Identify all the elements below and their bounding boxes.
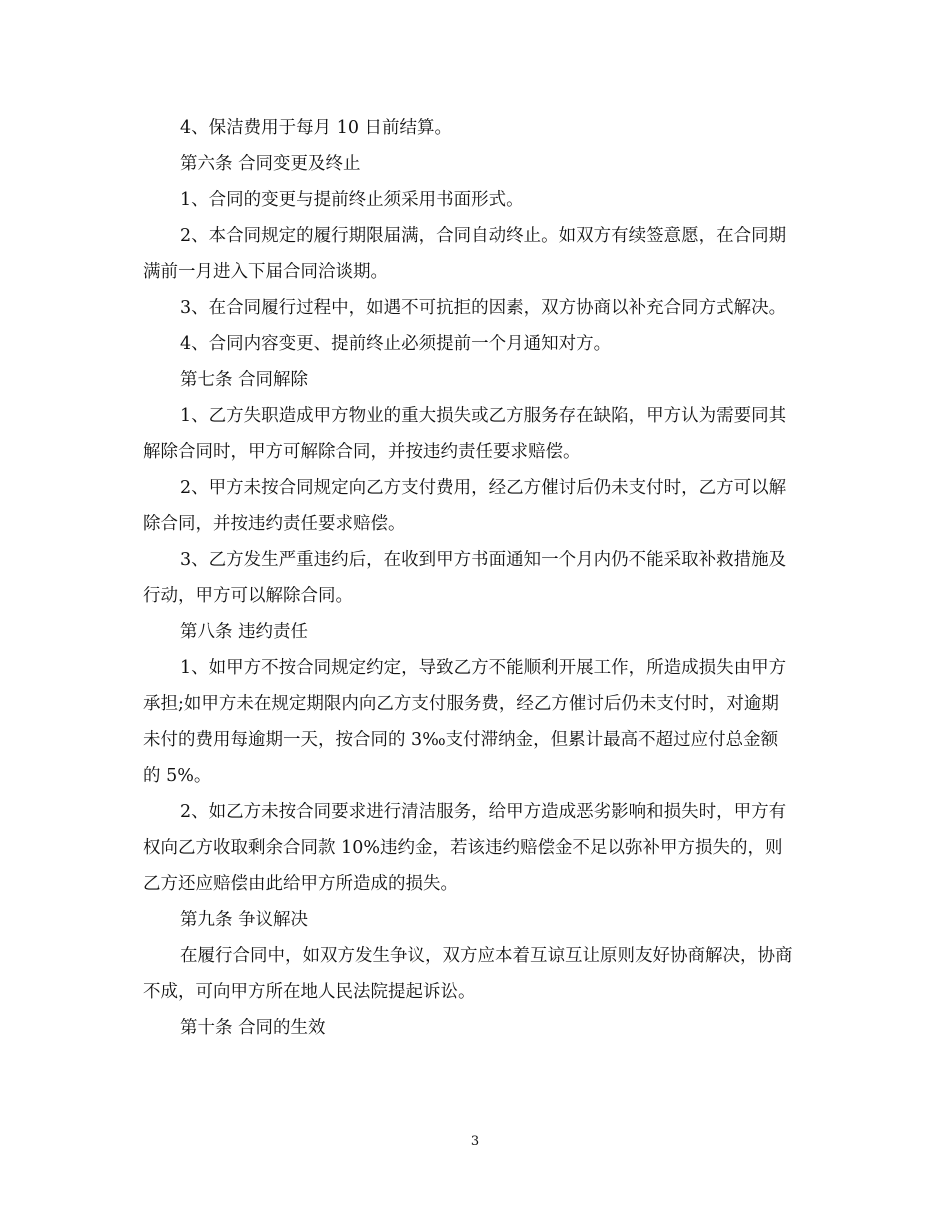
clause-9-body: 在履行合同中，如双方发生争议，双方应本着互谅互让原则友好协商解决，协商不成，可向甲方所在地人民法院提起诉讼。 <box>143 946 793 1002</box>
clause-6-item-4: 4、合同内容变更、提前终止必须提前一个月通知对方。 <box>180 334 612 354</box>
clause-6-item-2: 2、本合同规定的履行期限届满，合同自动终止。如双方有续签意愿，在合同期满前一月进入下届合同洽谈期。 <box>143 226 787 282</box>
article-9-heading: 第九条 争议解决 <box>180 910 309 930</box>
article-6-heading: 第六条 合同变更及终止 <box>180 154 361 174</box>
clause-6-item-1: 1、合同的变更与提前终止须采用书面形式。 <box>180 190 524 210</box>
clause-7-item-2: 2、甲方未按合同规定向乙方支付费用，经乙方催讨后仍未支付时，乙方可以解除合同，并按违约责任要求赔偿。 <box>143 478 787 534</box>
clause-6-item-3: 3、在合同履行过程中，如遇不可抗拒的因素，双方协商以补充合同方式解决。 <box>180 298 787 318</box>
clause-5-item-4: 4、保洁费用于每月 10 日前结算。 <box>180 118 453 138</box>
article-10-heading: 第十条 合同的生效 <box>180 1018 326 1038</box>
article-7-heading: 第七条 合同解除 <box>180 370 309 390</box>
clause-8-item-2: 2、如乙方未按合同要求进行清洁服务，给甲方造成恶劣影响和损失时，甲方有权向乙方收取剩余合同款 10%违约金，若该违约赔偿金不足以弥补甲方损失的，则乙方还应赔偿由此给甲方所造成的损失。 <box>143 802 787 894</box>
clause-7-item-3: 3、乙方发生严重违约后，在收到甲方书面通知一个月内仍不能采取补救措施及行动，甲方可以解除合同。 <box>143 550 787 606</box>
clause-8-item-1: 1、如甲方不按合同规定约定，导致乙方不能顺利开展工作，所造成损失由甲方承担;如甲方未在规定期限内向乙方支付服务费，经乙方催讨后仍未支付时，对逾期未付的费用每逾期一天，按合同的 3‰支付滞纳金，但累计最高不超过应付总金额的 5%。 <box>143 658 787 786</box>
contract-body <box>143 110 795 1046</box>
page-number: 3 <box>470 1134 480 1149</box>
article-8-heading: 第八条 违约责任 <box>180 622 309 642</box>
clause-7-item-1: 1、乙方失职造成甲方物业的重大损失或乙方服务存在缺陷，甲方认为需要同其解除合同时，甲方可解除合同，并按违约责任要求赔偿。 <box>143 406 787 462</box>
